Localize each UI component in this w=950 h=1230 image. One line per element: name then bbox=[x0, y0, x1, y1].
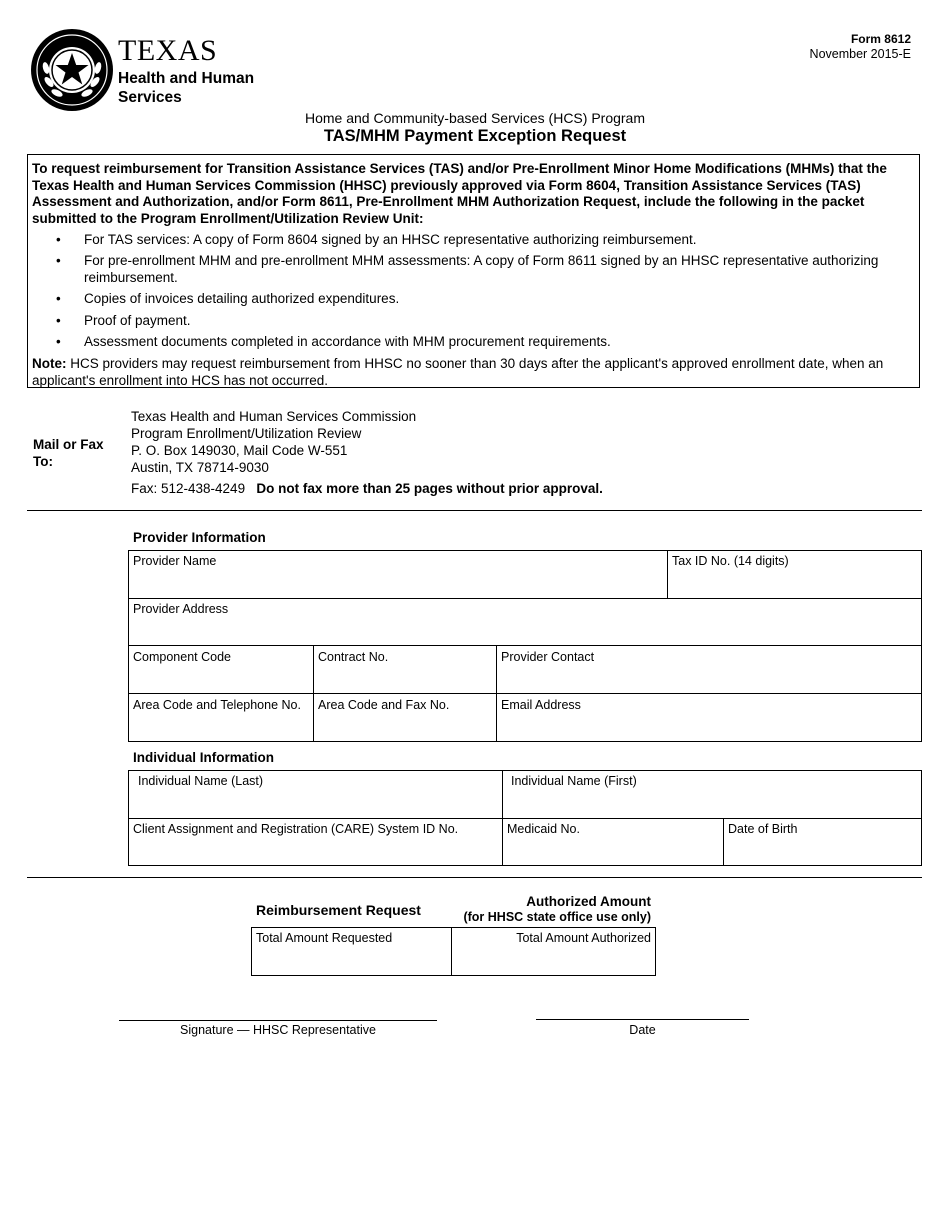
table-col-divider bbox=[667, 550, 668, 598]
date-of-birth-field[interactable]: Date of Birth bbox=[728, 822, 798, 836]
date-label: Date bbox=[629, 1023, 656, 1037]
individual-first-name-field[interactable]: Individual Name (First) bbox=[511, 774, 637, 788]
note-label: Note: bbox=[32, 356, 67, 371]
table-row-divider bbox=[128, 598, 922, 599]
care-id-field[interactable]: Client Assignment and Registration (CARE) System ID No. bbox=[133, 822, 459, 836]
bullet-icon: • bbox=[56, 313, 61, 328]
bullet-text: For pre-enrollment MHM and pre-enrollment MHM assessments: A copy of Form 8611 signed by an HHSC representative authorizing reimbursement. bbox=[84, 253, 879, 285]
reimbursement-heading: Reimbursement Request bbox=[256, 902, 421, 918]
bullet-icon: • bbox=[56, 334, 61, 349]
fax-warning: Do not fax more than 25 pages without prior approval. bbox=[256, 481, 603, 496]
table-col-divider bbox=[723, 818, 724, 866]
mail-address-line: Program Enrollment/Utilization Review bbox=[131, 426, 362, 441]
provider-contact-field[interactable]: Provider Contact bbox=[501, 650, 595, 664]
program-name: Home and Community-based Services (HCS) Program bbox=[305, 110, 645, 126]
authorized-amount-subheading: (for HHSC state office use only) bbox=[463, 910, 651, 924]
bullet-icon: • bbox=[56, 253, 61, 268]
mail-address-line: Texas Health and Human Services Commission bbox=[131, 409, 417, 424]
provider-info-heading: Provider Information bbox=[133, 530, 266, 545]
authorized-amount-heading: Authorized Amount bbox=[526, 894, 651, 909]
mail-address-line: Austin, TX 78714-9030 bbox=[131, 460, 269, 475]
fax-number: Fax: 512-438-4249 bbox=[131, 481, 246, 496]
email-field[interactable]: Email Address bbox=[501, 698, 581, 712]
individual-last-name-field[interactable]: Individual Name (Last) bbox=[138, 774, 264, 788]
logo-services: Services bbox=[118, 89, 182, 106]
individual-info-heading: Individual Information bbox=[133, 750, 274, 765]
table-row-divider bbox=[128, 645, 922, 646]
instructions-intro: To request reimbursement for Transition Assistance Services (TAS) and/or Pre-Enrollment Minor Home Modifications (MHMs) that the Texas Health and Human Services Commission (HHSC) previously approved via Form 8604, Transition Assistance Services (TAS) Assessment and Authorization, and/or Form 8611, Pre-Enrollment MHM Authorization Request, include the following in the packet submitted to the Program Enrollment/Utilization Review Unit: bbox=[32, 161, 887, 226]
table-row-divider bbox=[128, 693, 922, 694]
form-number: Form 8612 bbox=[850, 32, 911, 46]
contract-no-field[interactable]: Contract No. bbox=[318, 650, 389, 664]
date-line[interactable] bbox=[536, 1019, 749, 1020]
table-row-divider bbox=[128, 818, 922, 819]
instructions-note bbox=[32, 356, 917, 389]
table-col-divider bbox=[502, 770, 503, 866]
medicaid-no-field[interactable]: Medicaid No. bbox=[507, 822, 580, 836]
provider-name-field[interactable]: Provider Name bbox=[133, 554, 217, 568]
table-col-divider bbox=[313, 645, 314, 742]
section-divider bbox=[27, 510, 922, 511]
component-code-field[interactable]: Component Code bbox=[133, 650, 231, 664]
total-requested-field[interactable]: Total Amount Requested bbox=[256, 931, 393, 945]
bullet-text: Copies of invoices detailing authorized expenditures. bbox=[84, 291, 400, 306]
provider-info-table bbox=[128, 550, 922, 742]
form-title: TAS/MHM Payment Exception Request bbox=[323, 127, 627, 145]
note-body: HCS providers may request reimbursement from HHSC no sooner than 30 days after the applicant's approved enrollment date, when an applicant's enrollment into HCS has not occurred. bbox=[32, 356, 884, 388]
section-divider bbox=[27, 877, 922, 878]
fax-field[interactable]: Area Code and Fax No. bbox=[318, 698, 450, 712]
signature-line[interactable] bbox=[119, 1020, 437, 1021]
bullet-icon: • bbox=[56, 291, 61, 306]
logo-health-and-human: Health and Human bbox=[118, 70, 255, 87]
mail-address-line: P. O. Box 149030, Mail Code W-551 bbox=[131, 443, 348, 458]
total-authorized-field[interactable]: Total Amount Authorized bbox=[516, 931, 651, 945]
bullet-text: Proof of payment. bbox=[84, 313, 191, 328]
bullet-icon: • bbox=[56, 232, 61, 247]
bullet-text: For TAS services: A copy of Form 8604 signed by an HHSC representative authorizing reimbursement. bbox=[84, 232, 697, 247]
form-revision-date: November 2015-E bbox=[809, 47, 911, 61]
mail-or-fax-label: Mail or Fax To: bbox=[33, 437, 104, 469]
tax-id-field[interactable]: Tax ID No. (14 digits) bbox=[672, 554, 789, 568]
telephone-field[interactable]: Area Code and Telephone No. bbox=[133, 698, 301, 712]
provider-address-field[interactable]: Provider Address bbox=[133, 602, 229, 616]
texas-seal-icon bbox=[30, 28, 114, 112]
bullet-text: Assessment documents completed in accordance with MHM procurement requirements. bbox=[84, 334, 611, 349]
table-col-divider bbox=[451, 927, 452, 976]
table-col-divider bbox=[496, 645, 497, 742]
logo-texas: TEXAS bbox=[118, 34, 218, 67]
fax-line bbox=[131, 480, 603, 497]
signature-label: Signature — HHSC Representative bbox=[180, 1023, 376, 1037]
